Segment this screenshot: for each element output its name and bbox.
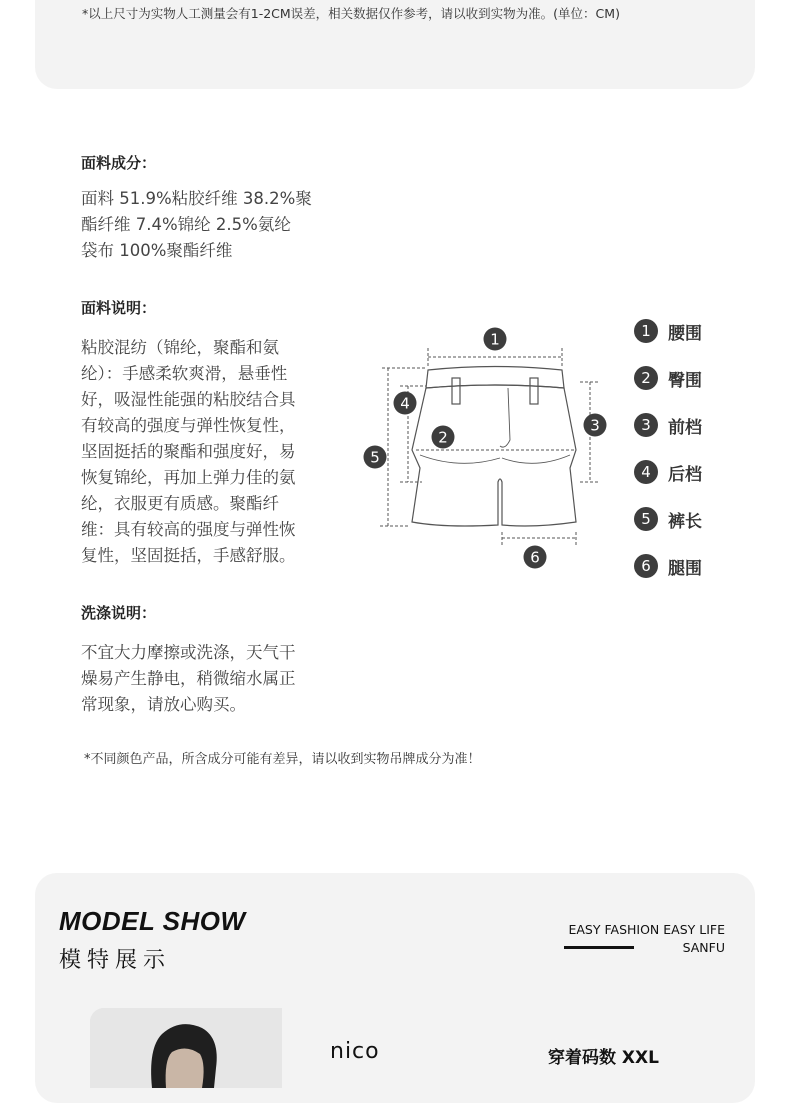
washing-line: 不宜大力摩擦或洗涤，天气干 <box>81 643 296 662</box>
legend-item-waist <box>634 318 702 344</box>
belt-loop-right <box>530 378 538 404</box>
diagram-marker-3 <box>584 414 607 437</box>
composition-line: 袋布 100%聚酯纤维 <box>81 241 233 260</box>
diagram-marker-4 <box>394 392 417 415</box>
fabric-desc-line: 坚固挺括的聚酯和强度好，易 <box>81 442 296 461</box>
washing-line: 常现象，请放心购买。 <box>81 695 246 714</box>
washing-title: 洗涤说明： <box>81 604 157 622</box>
number-badge: 4 <box>634 460 658 484</box>
brand-name: SANFU <box>682 940 725 955</box>
number-badge: 1 <box>634 319 658 343</box>
color-variance-note: *不同颜色产品，所含成分可能有差异，请以收到实物吊牌成分为准！ <box>84 752 481 767</box>
washing-line: 燥易产生静电，稍微缩水属正 <box>81 669 296 688</box>
legend-item-length <box>634 506 702 532</box>
diagram-marker-2 <box>432 426 455 449</box>
diagram-marker-1 <box>484 328 507 351</box>
shorts-outline <box>412 385 576 526</box>
size-note: *以上尺寸为实物人工测量会有1-2CM误差，相关数据仅作参考，请以收到实物为准。(单位：CM) <box>82 6 620 21</box>
legend-label: 腰围 <box>668 323 702 344</box>
model-size: 穿着码数 XXL <box>548 1048 659 1068</box>
composition-line: 面料 51.9%粘胶纤维 38.2%聚 <box>81 189 312 208</box>
model-portrait-image <box>90 1008 282 1088</box>
svg-text:5: 5 <box>370 448 380 467</box>
model-show-title: MODEL SHOW <box>59 906 246 936</box>
diagram-marker-6 <box>524 546 547 569</box>
brand-tagline: EASY FASHION EASY LIFE <box>568 922 725 937</box>
number-badge: 3 <box>634 413 658 437</box>
fabric-desc-line: 恢复锦纶，再加上弹力佳的氨 <box>81 468 296 487</box>
fabric-desc-line: 纶）：手感柔软爽滑，悬垂性 <box>81 364 288 383</box>
svg-text:3: 3 <box>590 416 600 435</box>
legend-item-hip <box>634 365 702 391</box>
number-badge: 2 <box>634 366 658 390</box>
legend-label: 后档 <box>668 464 702 485</box>
number-badge: 5 <box>634 507 658 531</box>
tagline-divider <box>564 946 634 949</box>
composition-title: 面料成分： <box>81 154 157 172</box>
fabric-desc-text <box>81 335 326 569</box>
svg-text:6: 6 <box>530 548 540 567</box>
model-name: nico <box>330 1039 380 1064</box>
fabric-desc-line: 好，吸湿性能强的粘胶结合具 <box>81 390 296 409</box>
fabric-desc-line: 维：具有较高的强度与弹性恢 <box>81 520 296 539</box>
fabric-desc-line: 粘胶混纺（锦纶，聚酯和氨 <box>81 338 279 357</box>
model-show-subtitle: 模特展示 <box>59 948 172 973</box>
legend-label: 前档 <box>668 417 702 438</box>
shorts-measurement-diagram <box>360 320 620 575</box>
legend-label: 裤长 <box>668 511 702 532</box>
belt-loop-left <box>452 378 460 404</box>
svg-text:2: 2 <box>438 428 448 447</box>
legend-item-leg-opening <box>634 553 702 579</box>
fabric-desc-title: 面料说明： <box>81 299 157 317</box>
fabric-desc-line: 复性，坚固挺括，手感舒服。 <box>81 546 296 565</box>
fabric-desc-line: 纶，衣服更有质感。聚酯纤 <box>81 494 279 513</box>
washing-text <box>81 640 326 718</box>
legend-item-front-rise <box>634 412 702 438</box>
number-badge: 6 <box>634 554 658 578</box>
legend-item-back-rise <box>634 459 702 485</box>
svg-text:1: 1 <box>490 330 500 349</box>
legend-label: 臀围 <box>668 370 702 391</box>
legend-label: 腿围 <box>668 558 702 579</box>
composition-line: 酯纤维 7.4%锦纶 2.5%氨纶 <box>81 215 291 234</box>
fabric-desc-line: 有较高的强度与弹性恢复性， <box>81 416 296 435</box>
composition-text <box>81 186 326 264</box>
model-photo <box>90 1008 282 1088</box>
diagram-marker-5 <box>364 446 387 469</box>
svg-text:4: 4 <box>400 394 410 413</box>
